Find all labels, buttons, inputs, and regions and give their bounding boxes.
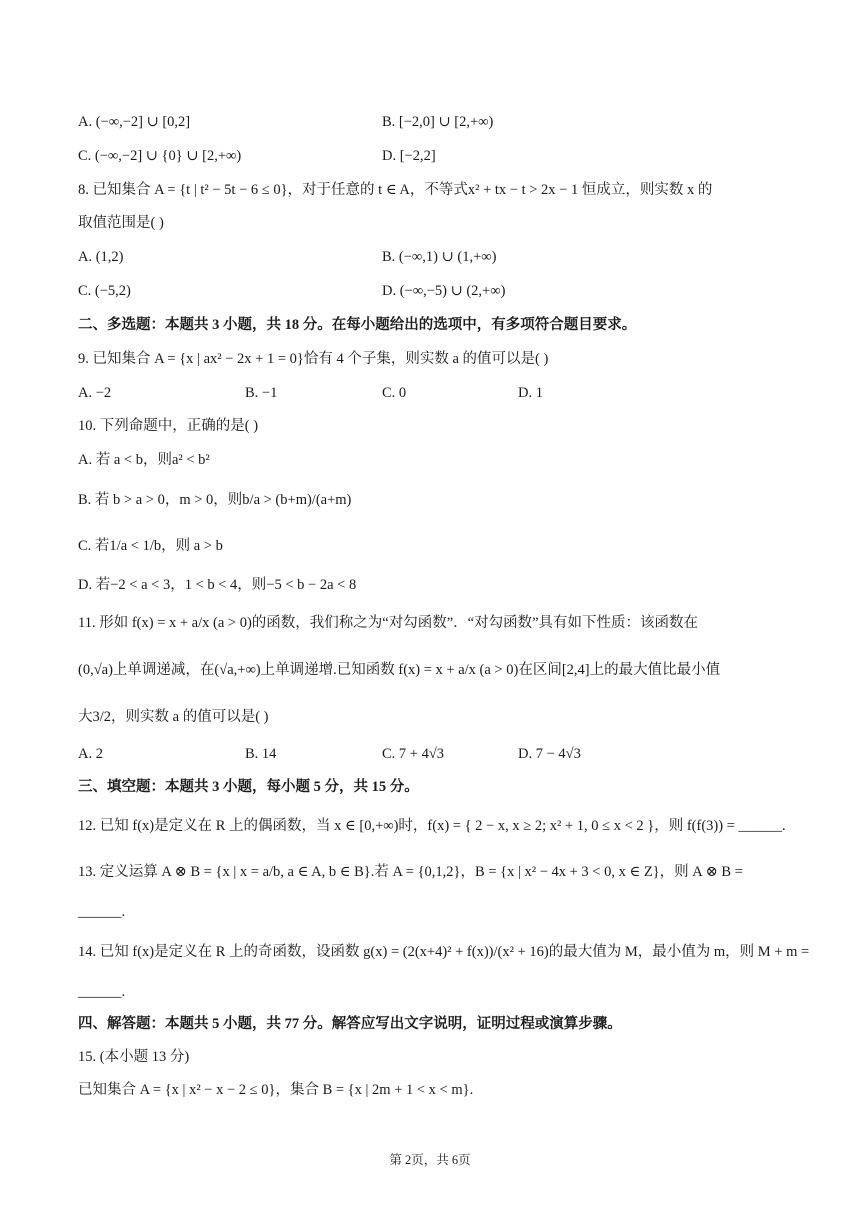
q10-option-d: D. 若−2 < a < 3，1 < b < 4，则−5 < b − 2a < 8 bbox=[78, 577, 357, 593]
q11-stem-line1: 11. 形如 f(x) = x + a/x (a > 0)的函数，我们称之为“对勾函数”．“对勾函数”具有如下性质：该函数在 bbox=[78, 615, 699, 631]
q11-option-c: C. 7 + 4√3 bbox=[382, 746, 445, 762]
q11-option-b: B. 14 bbox=[245, 746, 277, 762]
q7-option-b: B. [−2,0] ∪ [2,+∞) bbox=[382, 114, 494, 130]
section-heading-solutions: 四、解答题：本题共 5 小题，共 77 分。解答应写出文字说明，证明过程或演算步骤。 bbox=[78, 1016, 622, 1032]
q9-option-b: B. −1 bbox=[245, 385, 278, 401]
q9-option-d: D. 1 bbox=[518, 385, 543, 401]
q13-answer-blank: ______. bbox=[78, 904, 126, 920]
q7-option-d: D. [−2,2] bbox=[382, 148, 436, 164]
q12-stem: 12. 已知 f(x)是定义在 R 上的偶函数，当 x ∈ [0,+∞)时，f(x) = { 2 − x, x ≥ 2; x² + 1, 0 ≤ x < 2 }，则 f(f(3)) = ______. bbox=[78, 818, 786, 834]
q9-stem: 9. 已知集合 A = {x | ax² − 2x + 1 = 0}恰有 4 个子集，则实数 a 的值可以是( ) bbox=[78, 351, 549, 367]
q9-option-a: A. −2 bbox=[78, 385, 112, 401]
q11-option-d: D. 7 − 4√3 bbox=[518, 746, 581, 762]
q9-option-c: C. 0 bbox=[382, 385, 407, 401]
q8-option-a: A. (1,2) bbox=[78, 249, 124, 265]
q15-title: 15. (本小题 13 分) bbox=[78, 1049, 190, 1065]
q14-answer-blank: ______. bbox=[78, 984, 126, 1000]
q7-option-c: C. (−∞,−2] ∪ {0} ∪ [2,+∞) bbox=[78, 148, 242, 164]
q8-stem-line2: 取值范围是( ) bbox=[78, 215, 164, 231]
q15-stem: 已知集合 A = {x | x² − x − 2 ≤ 0}，集合 B = {x | 2m + 1 < x < m}. bbox=[78, 1082, 474, 1098]
q8-option-c: C. (−5,2) bbox=[78, 283, 131, 299]
section-heading-multiple-choice: 二、多选题：本题共 3 小题，共 18 分。在每小题给出的选项中，有多项符合题目要求。 bbox=[78, 317, 637, 333]
q8-option-b: B. (−∞,1) ∪ (1,+∞) bbox=[382, 249, 497, 265]
q11-stem-line3: 大3/2，则实数 a 的值可以是( ) bbox=[78, 709, 269, 725]
q11-option-a: A. 2 bbox=[78, 746, 103, 762]
q10-stem: 10. 下列命题中，正确的是( ) bbox=[78, 418, 259, 434]
q13-stem-line1: 13. 定义运算 A ⊗ B = {x | x = a/b, a ∈ A, b ∈ B}.若 A = {0,1,2}，B = {x | x² − 4x + 3 < 0, x ∈ Z}，则 A ⊗ B = bbox=[78, 864, 743, 880]
q14-stem-line1: 14. 已知 f(x)是定义在 R 上的奇函数，设函数 g(x) = (2(x+4)² + f(x))/(x² + 16)的最大值为 M，最小值为 m，则 M + m = bbox=[78, 944, 810, 960]
section-heading-fill-in: 三、填空题：本题共 3 小题，每小题 5 分，共 15 分。 bbox=[78, 779, 419, 795]
q7-option-a: A. (−∞,−2] ∪ [0,2] bbox=[78, 114, 191, 130]
q10-option-c: C. 若1/a < 1/b，则 a > b bbox=[78, 538, 223, 554]
q8-option-d: D. (−∞,−5) ∪ (2,+∞) bbox=[382, 283, 506, 299]
q10-option-b: B. 若 b > a > 0，m > 0，则b/a > (b+m)/(a+m) bbox=[78, 492, 352, 508]
q10-option-a: A. 若 a < b，则a² < b² bbox=[78, 452, 210, 468]
page-footer: 第 2页，共 6页 bbox=[389, 1153, 471, 1167]
q11-stem-line2: (0,√a)上单调递减，在(√a,+∞)上单调递增.已知函数 f(x) = x + a/x (a > 0)在区间[2,4]上的最大值比最小值 bbox=[78, 662, 721, 678]
q8-stem-line1: 8. 已知集合 A = {t | t² − 5t − 6 ≤ 0}，对于任意的 t ∈ A，不等式x² + tx − t > 2x − 1 恒成立，则实数 x 的 bbox=[78, 182, 713, 198]
